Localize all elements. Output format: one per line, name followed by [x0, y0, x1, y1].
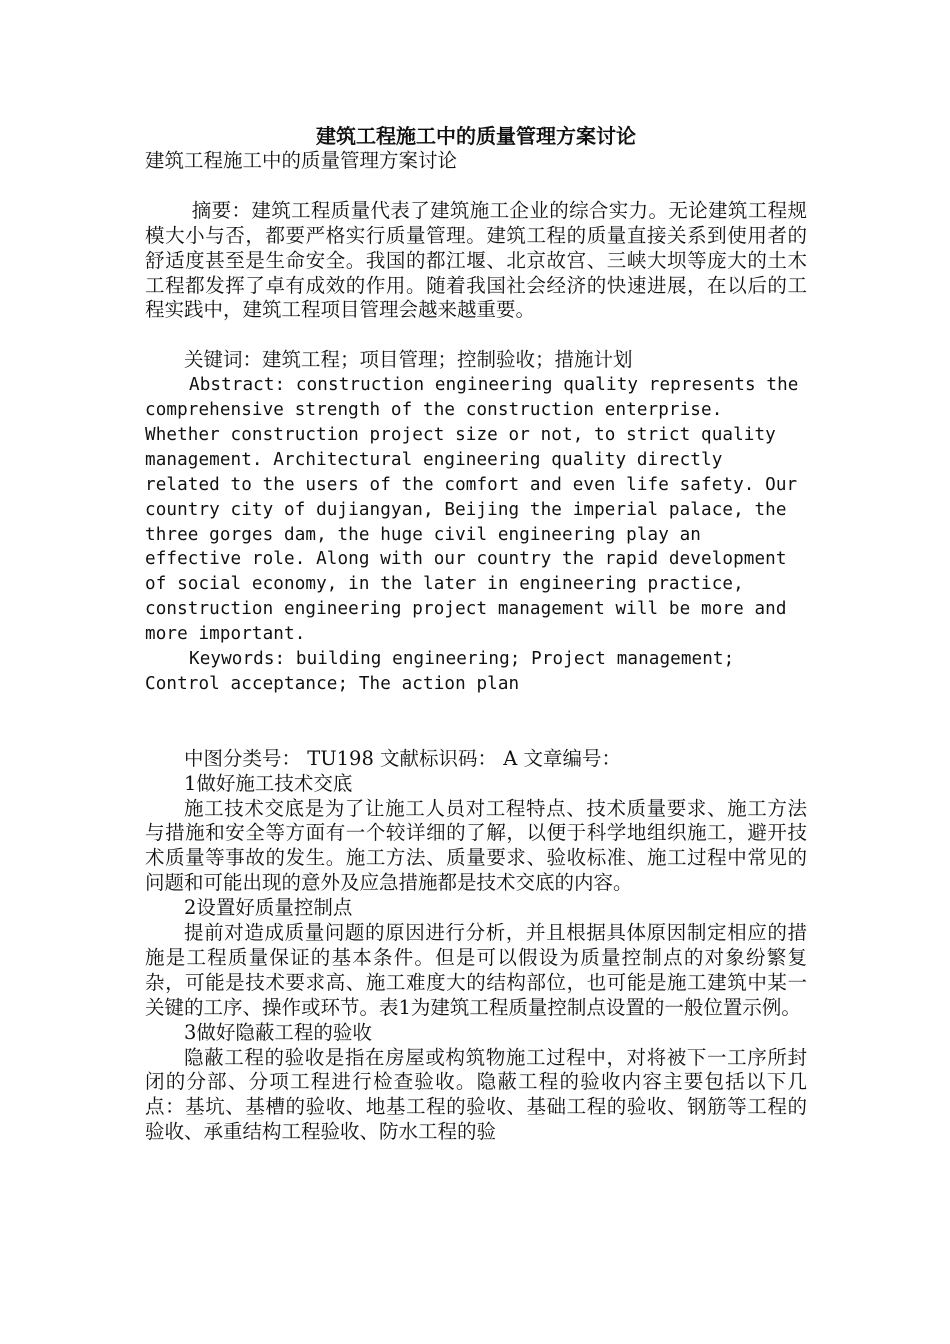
section-body: 施工技术交底是为了让施工人员对工程特点、技术质量要求、施工方法与措施和安全等方面有一个较详细的了解，以便于科学地组织施工，避开技术质量等事故的发生。施工方法、质量要求、验收标准、施工过程中常见的问题和可能出现的意外及应急措施都是技术交底的内容。: [145, 796, 807, 895]
document-subtitle: 建筑工程施工中的质量管理方案讨论: [145, 149, 458, 172]
section-heading: 2设置好质量控制点: [184, 896, 353, 920]
spacer: [145, 323, 807, 348]
section-body: 提前对造成质量问题的原因进行分析，并且根据具体原因制定相应的措施是工程质量保证的基本条件。但是可以假设为质量控制点的对象纷繁复杂，可能是技术要求高、施工难度大的结构部位，也可能是施工建筑中某一关键的工序、操作或环节。表1为建筑工程质量控制点设置的一般位置示例。: [145, 921, 807, 1019]
section-heading: 3做好隐蔽工程的验收: [184, 1020, 372, 1044]
classification-line: 中图分类号： TU198 文献标识码： A 文章编号：: [184, 746, 622, 770]
section-heading: 1做好施工技术交底: [184, 771, 353, 795]
abstract-english: Abstract: construction engineering quality represents the comprehensive strength of the construction enterprise. Whether construction project size or not, to strict quality management. Architectural engineering quality directly related to the users of the comfort and even life safety. Our country city of dujiangyan, Beijing the imperial palace, the three gorges dam, the huge civil engineering play an effective role. Along with our country the rapid development of social economy, in the later in engineering practice, construction engineering project management will be more and more important.: [145, 375, 799, 645]
document-title: 建筑工程施工中的质量管理方案讨论: [316, 124, 636, 148]
keywords-chinese: 关键词：建筑工程；项目管理；控制验收；措施计划: [184, 348, 633, 372]
section-body: 隐蔽工程的验收是指在房屋或构筑物施工过程中，对将被下一工序所封闭的分部、分项工程进行检查验收。隐蔽工程的验收内容主要包括以下几点：基坑、基槽的验收、地基工程的验收、基础工程的验收、钢筋等工程的验收、承重结构工程验收、防水工程的验: [145, 1045, 807, 1144]
keywords-english: Keywords: building engineering; Project management; Control acceptance; The action plan: [145, 649, 735, 694]
spacer: [145, 697, 807, 747]
spacer: [145, 174, 807, 199]
document-body: [145, 124, 807, 1145]
abstract-chinese: 摘要：建筑工程质量代表了建筑施工企业的综合实力。无论建筑工程规模大小与否，都要严格实行质量管理。建筑工程的质量直接关系到使用者的舒适度甚至是生命安全。我国的都江堰、北京故宫、三峡大坝等庞大的土木工程都发挥了卓有成效的作用。随着我国社会经济的快速进展，在以后的工程实践中，建筑工程项目管理会越来越重要。: [145, 198, 807, 322]
